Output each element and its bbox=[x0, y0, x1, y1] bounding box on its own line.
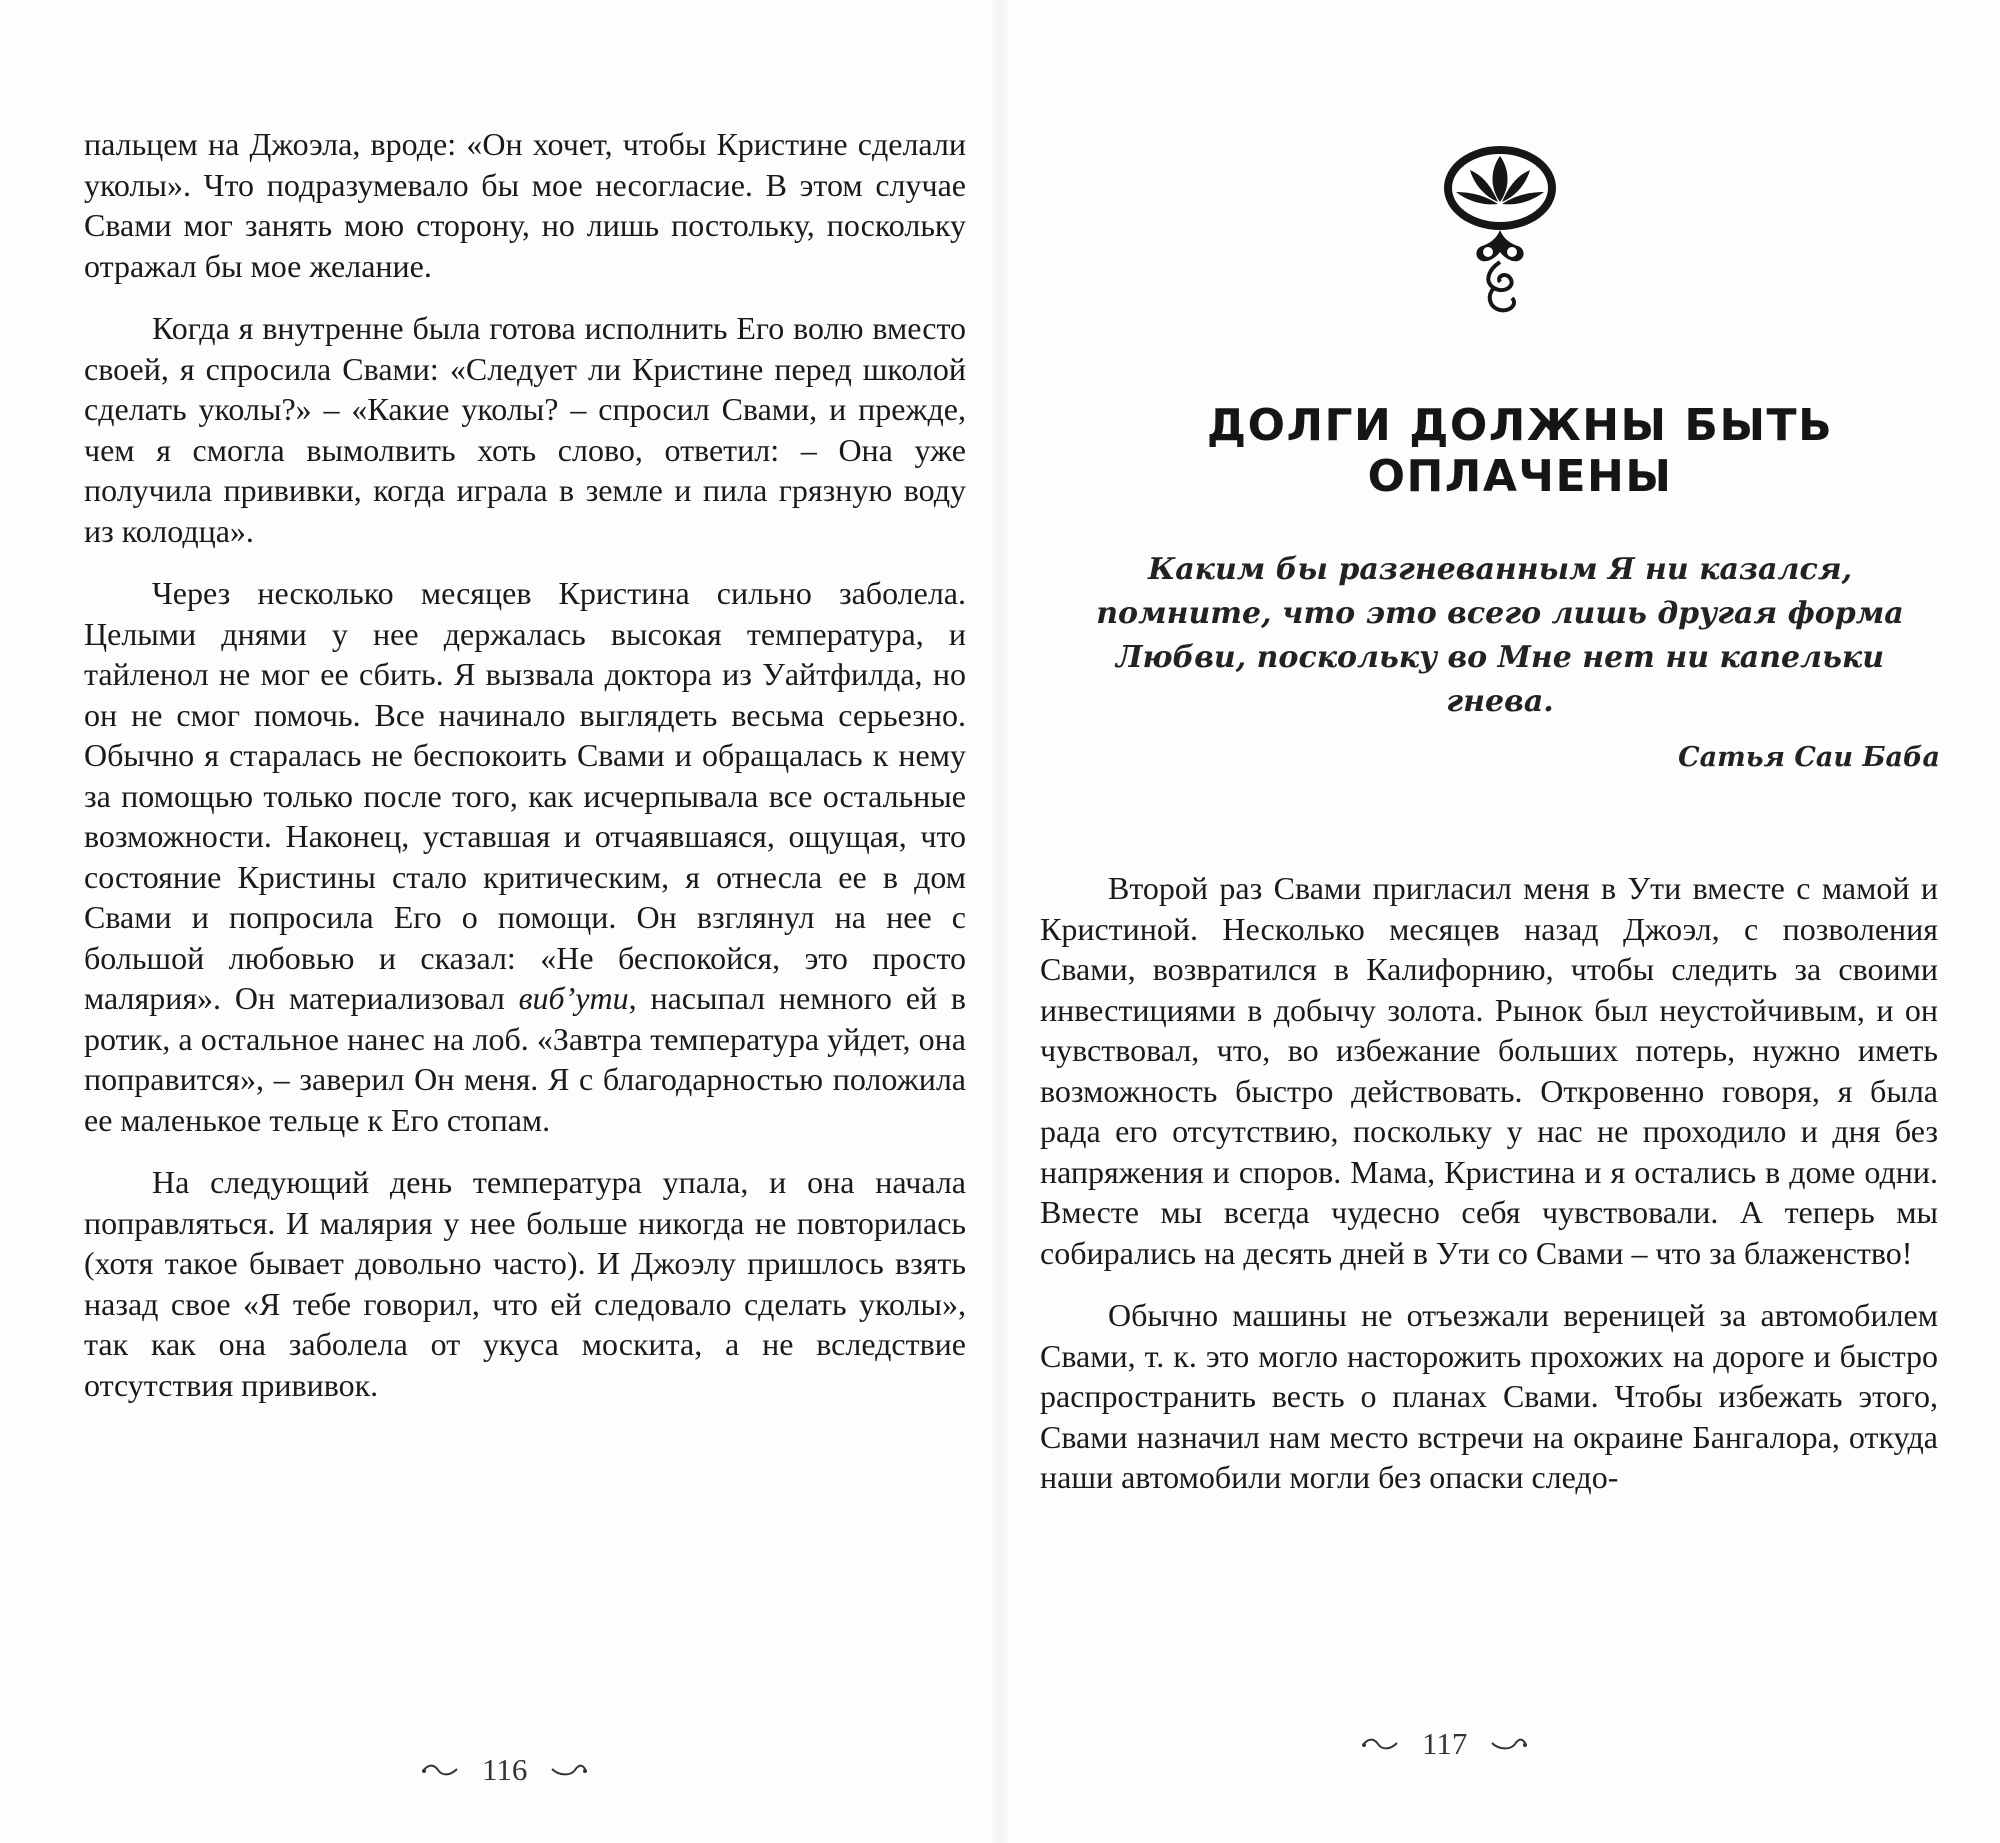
right-page-number: 117 bbox=[1422, 1726, 1468, 1761]
left-page-folio bbox=[420, 1752, 589, 1788]
left-paragraph-3-italic-term: виб’ути bbox=[518, 980, 629, 1016]
left-paragraph-2: Когда я внутренне была готова исполнить Его волю вместо своей, я спросила Свами: «Следует ли Кристине перед школой сделать уколы?» – «Какие уколы? – спросил Свами, и прежде, чем я смогла вымолвить хоть слово, ответил: – Она уже получила прививки, когда играла в земле и пила грязную воду из колодца». bbox=[84, 310, 966, 549]
left-swash-icon bbox=[1360, 1735, 1400, 1753]
right-swash-icon bbox=[1489, 1735, 1529, 1753]
left-paragraph-3-part-2: , насыпал немного ей в ротик, а остальное нанес на лоб. «Завтра температура уйдет, она поправится», – заверил Он меня. Я с благодарностью положила ее маленькое тельце к Его стопам. bbox=[84, 980, 966, 1138]
left-text-column bbox=[84, 124, 966, 1405]
right-text-column bbox=[1040, 868, 1938, 1498]
epigraph-quote: Каким бы разгневанным Я ни казался, помните, что это всего лишь другая форма Любви, поскольку во Мне нет ни капельки гнева. bbox=[1096, 552, 1904, 719]
epigraph-author: Сатья Саи Баба bbox=[1678, 742, 1940, 773]
left-paragraph-3-part-1: Через несколько месяцев Кристина сильно заболела. Целыми днями у нее держалась высокая температура, и тайленол не мог ее сбить. Я вызвала доктора из Уайтфилда, но он не смог помочь. Все начинало выглядеть весьма серьезно. Обычно я старалась не беспокоить Свами и обращалась к нему за помощью только после того, как исчерпывала все остальные возможности. Наконец, уставшая и отчаявшаяся, ощущая, что состояние Кристины стало критическим, я отнесла ее в дом Свами и попросила Его о помощи. Он взглянул на нее с большой любовью и сказал: «Не беспокойся, это просто малярия». Он материализовал bbox=[84, 575, 966, 1016]
left-page-number: 116 bbox=[482, 1752, 528, 1787]
epigraph bbox=[1060, 548, 1940, 773]
left-paragraph-1: пальцем на Джоэла, вроде: «Он хочет, чтобы Кристине сделали уколы». Что подразумевало бы мое несогласие. В этом случае Свами мог занять мою сторону, но лишь постольку, поскольку отражал бы мое желание. bbox=[84, 126, 966, 284]
left-swash-icon bbox=[420, 1761, 460, 1779]
right-page-folio bbox=[1360, 1726, 1529, 1762]
left-paragraph-4: На следующий день температура упала, и она начала поправляться. И малярия у нее больше никогда не повторилась (хотя такое бывает довольно часто). И Джоэлу пришлось взять назад свое «Я тебе говорил, что ей следовало сделать уколы», так как она заболела от укуса москита, а не вследствие отсутствия прививок. bbox=[84, 1164, 966, 1403]
left-paragraph-3 bbox=[84, 573, 966, 1140]
right-swash-icon bbox=[549, 1761, 589, 1779]
right-paragraph-2: Обычно машины не отъезжали вереницей за автомобилем Свами, т. к. это могло насторожить прохожих на дороге и быстро распространить весть о планах Свами. Чтобы избежать этого, Свами назначил нам место встречи на окраине Бангалора, откуда наши автомобили могли без опаски следо- bbox=[1040, 1297, 1938, 1495]
lotus-ornament-icon bbox=[1430, 140, 1570, 320]
right-page bbox=[1000, 0, 2000, 1843]
chapter-title: ДОЛГИ ДОЛЖНЫ БЫТЬ ОПЛАЧЕНЫ bbox=[1206, 400, 1834, 502]
right-paragraph-1: Второй раз Свами пригласил меня в Ути вместе с мамой и Кристиной. Несколько месяцев назад Джоэл, с позволения Свами, возвратился в Калифорнию, чтобы следить за своими инвестициями в добычу золота. Рынок был неустойчивым, и он чувствовал, что, во избежание больших потерь, нужно иметь возможность быстро действовать. Откровенно говоря, я была рада его отсутствию, поскольку у нас не проходило и дня без напряжения и споров. Мама, Кристина и я остались в доме одни. Вместе мы всегда чудесно себя чувствовали. А теперь мы собирались на десять дней в Ути со Свами – что за блаженство! bbox=[1040, 870, 1938, 1271]
